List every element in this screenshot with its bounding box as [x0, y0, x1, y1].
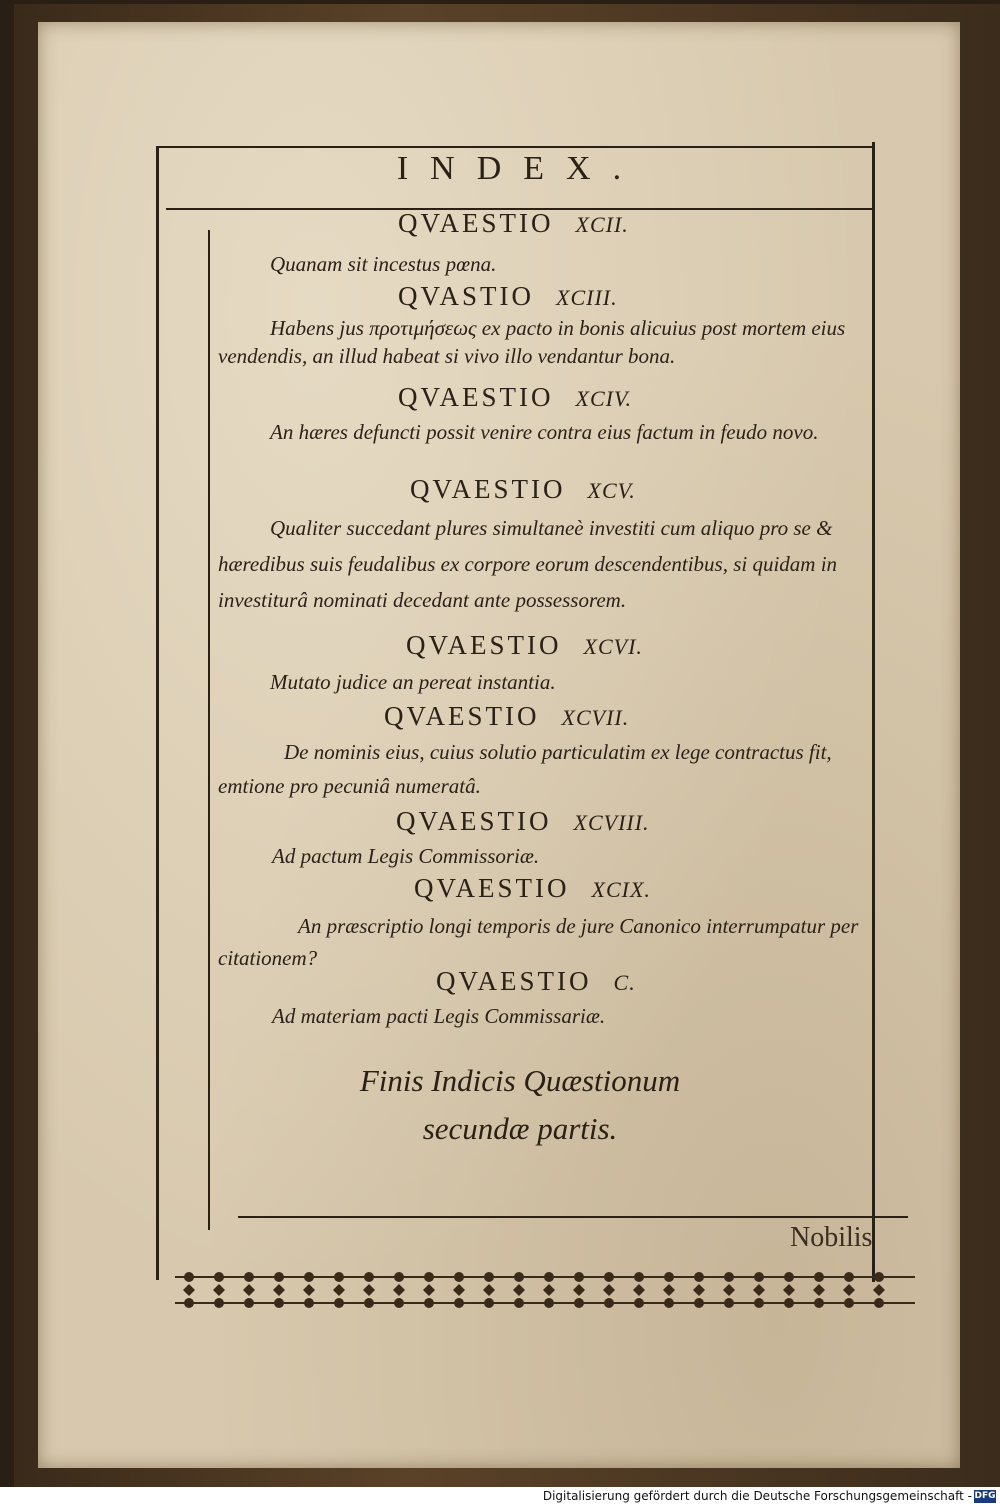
entry-label: QVAESTIO: [398, 208, 554, 238]
ornament-flower: [874, 1298, 884, 1308]
ornament-flower: [784, 1272, 794, 1282]
ornament-flower: [724, 1272, 734, 1282]
entry-number: XCV.: [587, 478, 636, 503]
ornament-flower: [604, 1272, 614, 1282]
frame-bottom-rule: [238, 1216, 908, 1218]
entry-text: Qualiter succedant plures simultaneè investiti cum aliquo pro se & hæredibus suis feudalibus ex corpore eorum descendentibus, si quidam in investiturâ nominati decedant ante possessorem.: [218, 516, 838, 612]
ornament-flower: [244, 1298, 254, 1308]
entry-text: Ad materiam pacti Legis Commissariæ.: [272, 1004, 606, 1028]
ornament-flower: [844, 1298, 854, 1308]
ornament-diamond: [213, 1284, 225, 1296]
ornament-diamond: [453, 1284, 465, 1296]
ornament-flower: [604, 1298, 614, 1308]
entry-number: XCVIII.: [573, 810, 650, 835]
entry-label: QVAESTIO: [406, 630, 562, 660]
ornament-diamond: [243, 1284, 255, 1296]
ornament-flower: [724, 1298, 734, 1308]
ornament-diamond: [483, 1284, 495, 1296]
ornament-flower: [274, 1298, 284, 1308]
entry-heading: [396, 806, 650, 837]
ornament-flower: [394, 1272, 404, 1282]
entry-number: XCVII.: [561, 705, 630, 730]
entry-text: An præscriptio longi temporis de jure Canonico interrumpatur per citationem?: [218, 914, 859, 970]
entry-text: De nominis eius, cuius solutio particulatim ex lege contractus fit, emtione pro pecuniâ numeratâ.: [218, 740, 832, 798]
entry-text: An hæres defuncti possit venire contra eius factum in feudo novo.: [270, 420, 819, 444]
entry-heading: [406, 630, 643, 661]
ornament-flower: [274, 1272, 284, 1282]
ornament-flower: [754, 1298, 764, 1308]
ornament-diamond: [663, 1284, 675, 1296]
entry-number: XCIV.: [575, 386, 633, 411]
footer-text: Digitalisierung gefördert durch die Deutsche Forschungsgemeinschaft -: [542, 1489, 972, 1503]
entry-label: QVAESTIO: [410, 474, 566, 504]
ornament-flower: [664, 1272, 674, 1282]
ornament-diamond: [333, 1284, 345, 1296]
frame-top: [156, 146, 874, 148]
ornament-diamond: [843, 1284, 855, 1296]
ornament-flower: [424, 1272, 434, 1282]
ornament-flower: [334, 1298, 344, 1308]
ornament-diamond: [813, 1284, 825, 1296]
ornament-flower: [424, 1298, 434, 1308]
ornament-flower: [634, 1272, 644, 1282]
ornament-flower: [184, 1272, 194, 1282]
ornament-flower: [874, 1272, 884, 1282]
entry-label: QVAESTIO: [398, 382, 554, 412]
ornament-diamond: [873, 1284, 885, 1296]
ornament-flower: [214, 1298, 224, 1308]
ornament-flower: [454, 1272, 464, 1282]
ornament-flower: [694, 1298, 704, 1308]
ornament-flower: [814, 1298, 824, 1308]
ornament-flower: [304, 1272, 314, 1282]
entry-number: XCVI.: [583, 634, 643, 659]
frame-right: [872, 142, 875, 1282]
ornament-flower: [754, 1272, 764, 1282]
ornament-diamond: [423, 1284, 435, 1296]
ornament-flower: [574, 1272, 584, 1282]
entry-text: Ad pactum Legis Commissoriæ.: [272, 844, 540, 868]
ornament-flower: [394, 1298, 404, 1308]
ornament-diamond: [183, 1284, 195, 1296]
catchword: Nobilis: [790, 1222, 873, 1253]
frame-left-outer: [156, 148, 159, 1280]
ornament-flower: [514, 1298, 524, 1308]
ornament-diamond: [273, 1284, 285, 1296]
entry-text: Quanam sit incestus pœna.: [270, 252, 497, 276]
ornament-flower: [574, 1298, 584, 1308]
entry-label: QVASTIO: [398, 281, 535, 311]
ornament-flower: [634, 1298, 644, 1308]
entry-label: QVAESTIO: [396, 806, 552, 836]
ornament-diamond: [393, 1284, 405, 1296]
ornament-flower: [184, 1298, 194, 1308]
entry-heading: [384, 701, 629, 732]
ornament-flower: [484, 1272, 494, 1282]
entry-number: C.: [613, 970, 636, 995]
ornament-flower: [544, 1272, 554, 1282]
entry-text: Mutato judice an pereat instantia.: [270, 670, 556, 694]
ornament-diamond: [723, 1284, 735, 1296]
ornament-flower: [214, 1272, 224, 1282]
finis-line-1: Finis Indicis Quæstionum: [359, 1063, 681, 1098]
ornament-flower: [244, 1272, 254, 1282]
ornament-flower: [304, 1298, 314, 1308]
dfg-logo: DFG: [974, 1491, 996, 1501]
entry-label: QVAESTIO: [436, 966, 592, 996]
ornament-diamond: [513, 1284, 525, 1296]
ornament-flower: [844, 1272, 854, 1282]
ornament-diamond: [753, 1284, 765, 1296]
ornament-diamond: [783, 1284, 795, 1296]
ornament-flower: [454, 1298, 464, 1308]
entry-heading: [436, 966, 636, 997]
entry-heading: [410, 474, 636, 505]
ornament-flower: [814, 1272, 824, 1282]
ornament-flower: [784, 1298, 794, 1308]
entry-heading: [398, 208, 629, 239]
entry-label: QVAESTIO: [414, 873, 570, 903]
frame-left-inner: [208, 230, 210, 1230]
entry-text: Habens jus προτιμήσεως ex pacto in bonis alicuius post mortem eius vendendis, an illud habeat si vivo illo vendantur bona.: [218, 316, 846, 368]
ornament-diamond: [303, 1284, 315, 1296]
ornament-diamond: [603, 1284, 615, 1296]
ornament-flower: [484, 1298, 494, 1308]
finis-line-2: secundæ partis.: [422, 1111, 618, 1146]
entry-heading: [398, 382, 632, 413]
ornament-diamond: [543, 1284, 555, 1296]
ornament-flower: [334, 1272, 344, 1282]
ornament-diamond: [633, 1284, 645, 1296]
ornament-flower: [364, 1298, 374, 1308]
ornament-flower: [694, 1272, 704, 1282]
entry-number: XCIII.: [556, 285, 618, 310]
ornament-diamond: [693, 1284, 705, 1296]
entry-label: QVAESTIO: [384, 701, 540, 731]
entry-heading: [414, 873, 651, 904]
page-title: INDEX.: [396, 150, 644, 187]
ornament-diamond: [573, 1284, 585, 1296]
entry-number: XCII.: [575, 212, 629, 237]
ornament-flower: [664, 1298, 674, 1308]
ornamental-border-icon: [175, 1265, 915, 1315]
entry-heading: [398, 281, 618, 312]
ornament-diamond: [363, 1284, 375, 1296]
ornament-flower: [544, 1298, 554, 1308]
digitization-footer: [0, 1487, 1000, 1507]
ornament-flower: [514, 1272, 524, 1282]
ornament-flower: [364, 1272, 374, 1282]
entry-number: XCIX.: [591, 877, 651, 902]
